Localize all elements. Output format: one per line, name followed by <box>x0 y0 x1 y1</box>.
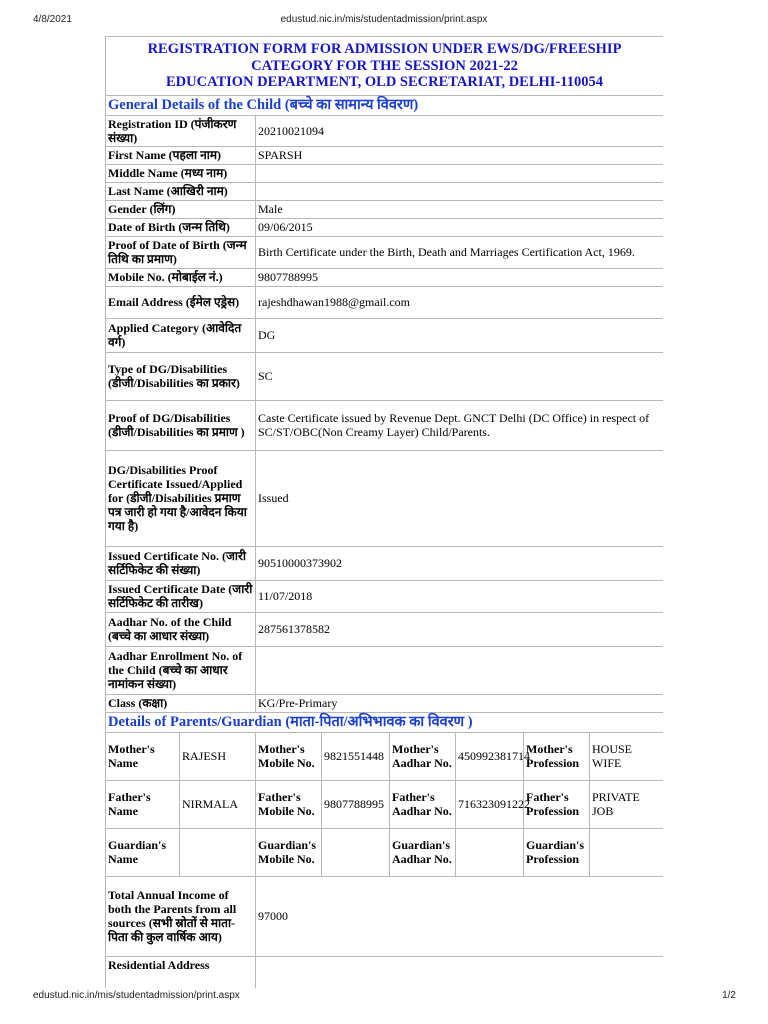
field-value: Birth Certificate under the Birth, Death and Marriages Certification Act, 1969. <box>256 236 664 268</box>
general-row <box>106 646 664 694</box>
field-label: Gender (लिंग) <box>106 200 256 218</box>
parent-mobile <box>322 828 390 876</box>
field-value: 20210021094 <box>256 115 664 146</box>
field-label: DG/Disabilities Proof Certificate Issued/Applied for (डीजी/Disabilities प्रमाण पत्र जारी हो गया है/आवेदन किया गया है) <box>106 450 256 546</box>
field-label: Issued Certificate No. (जारी सर्टिफिकेट की संख्या) <box>106 546 256 580</box>
field-value: 11/07/2018 <box>256 580 664 612</box>
field-label: Registration ID (पंजीकरण संख्या) <box>106 115 256 146</box>
title-line-2: CATEGORY FOR THE SESSION 2021-22 <box>251 57 518 74</box>
field-label: Aadhar Enrollment No. of the Child (बच्चे का आधार नामांकन संख्या) <box>106 646 256 694</box>
print-date: 4/8/2021 <box>33 14 72 25</box>
field-value: SPARSH <box>256 146 664 164</box>
general-row <box>106 352 664 400</box>
general-row <box>106 182 664 200</box>
general-row <box>106 694 664 712</box>
parent-mobile-label: Guardian's Mobile No. <box>256 828 322 876</box>
parents-section-heading: Details of Parents/Guardian (माता-पिता/अभिभावक का विवरण ) <box>106 712 664 732</box>
field-label: Aadhar No. of the Child (बच्चे का आधार संख्या) <box>106 612 256 646</box>
parent-aadhar: 450992381714 <box>456 732 524 780</box>
parent-aadhar-label: Father's Aadhar No. <box>390 780 456 828</box>
parent-name: NIRMALA <box>180 780 256 828</box>
general-section-heading: General Details of the Child (बच्चे का सामान्य विवरण) <box>106 95 664 115</box>
parent-aadhar <box>456 828 524 876</box>
field-value: KG/Pre-Primary <box>256 694 664 712</box>
income-row <box>106 876 664 956</box>
general-row <box>106 546 664 580</box>
field-label: Type of DG/Disabilities (डीजी/Disabilities का प्रकार) <box>106 352 256 400</box>
general-row <box>106 268 664 286</box>
footer-url: edustud.nic.in/mis/studentadmission/print.aspx <box>33 990 240 1001</box>
title-line-3: EDUCATION DEPARTMENT, OLD SECRETARIAT, DELHI-110054 <box>166 74 603 90</box>
form-title <box>106 37 664 96</box>
field-value <box>256 182 664 200</box>
general-row <box>106 318 664 352</box>
address-value <box>256 956 664 988</box>
parent-aadhar-label: Guardian's Aadhar No. <box>390 828 456 876</box>
parent-profession-label: Guardian's Profession <box>524 828 590 876</box>
field-value <box>256 164 664 182</box>
parent-profession <box>590 828 664 876</box>
field-label: Proof of DG/Disabilities (डीजी/Disabilities का प्रमाण ) <box>106 400 256 450</box>
print-url: edustud.nic.in/mis/studentadmission/print.aspx <box>280 14 488 25</box>
parent-aadhar: 716323091222 <box>456 780 524 828</box>
field-label: Class (कक्षा) <box>106 694 256 712</box>
general-row <box>106 164 664 182</box>
field-label: Mobile No. (मोबाईल नं.) <box>106 268 256 286</box>
parent-mobile-label: Father's Mobile No. <box>256 780 322 828</box>
page-number: 1/2 <box>722 990 736 1001</box>
address-row <box>106 956 664 988</box>
field-label: Proof of Date of Birth (जन्म तिथि का प्रमाण) <box>106 236 256 268</box>
field-value: SC <box>256 352 664 400</box>
field-value: rajeshdhawan1988@gmail.com <box>256 286 664 318</box>
general-row <box>106 286 664 318</box>
field-value: Male <box>256 200 664 218</box>
field-value: 9807788995 <box>256 268 664 286</box>
address-label: Residential Address <box>106 956 256 988</box>
general-row <box>106 218 664 236</box>
parent-mobile-label: Mother's Mobile No. <box>256 732 322 780</box>
field-value: Caste Certificate issued by Revenue Dept. GNCT Delhi (DC Office) in respect of SC/ST/OBC(Non Creamy Layer) Child/Parents. <box>256 400 664 450</box>
income-value: 97000 <box>256 876 664 956</box>
parent-row <box>106 732 664 780</box>
income-label: Total Annual Income of both the Parents from all sources (सभी स्रोतों से माता-पिता की कुल वार्षिक आय) <box>106 876 256 956</box>
parent-profession: PRIVATE JOB <box>590 780 664 828</box>
parent-name-label: Father's Name <box>106 780 180 828</box>
general-row <box>106 400 664 450</box>
general-row <box>106 236 664 268</box>
field-value: DG <box>256 318 664 352</box>
parent-row <box>106 828 664 876</box>
general-row <box>106 115 664 146</box>
parent-mobile: 9821551448 <box>322 732 390 780</box>
general-row <box>106 450 664 546</box>
field-value: 09/06/2015 <box>256 218 664 236</box>
field-label: Issued Certificate Date (जारी सर्टिफिकेट की तारीख) <box>106 580 256 612</box>
general-row <box>106 200 664 218</box>
registration-form <box>105 36 663 988</box>
general-row <box>106 612 664 646</box>
parent-name-label: Mother's Name <box>106 732 180 780</box>
title-line-1: REGISTRATION FORM FOR ADMISSION UNDER EWS/DG/FREESHIP <box>147 41 622 57</box>
parent-name-label: Guardian's Name <box>106 828 180 876</box>
general-row <box>106 146 664 164</box>
parent-profession-label: Mother's Profession <box>524 732 590 780</box>
field-label: Last Name (आखिरी नाम) <box>106 182 256 200</box>
general-row <box>106 580 664 612</box>
field-label: Middle Name (मध्य नाम) <box>106 164 256 182</box>
field-value: 90510000373902 <box>256 546 664 580</box>
parent-row <box>106 780 664 828</box>
parent-profession: HOUSE WIFE <box>590 732 664 780</box>
parent-profession-label: Father's Profession <box>524 780 590 828</box>
form-table <box>105 36 663 988</box>
parent-name <box>180 828 256 876</box>
field-value <box>256 646 664 694</box>
parent-mobile: 9807788995 <box>322 780 390 828</box>
parent-aadhar-label: Mother's Aadhar No. <box>390 732 456 780</box>
print-footer <box>0 990 768 1010</box>
field-value: 287561378582 <box>256 612 664 646</box>
field-value: Issued <box>256 450 664 546</box>
parent-name: RAJESH <box>180 732 256 780</box>
field-label: Applied Category (आवेदित वर्ग) <box>106 318 256 352</box>
field-label: Email Address (ईमेल एड्रेस) <box>106 286 256 318</box>
field-label: First Name (पहला नाम) <box>106 146 256 164</box>
field-label: Date of Birth (जन्म तिथि) <box>106 218 256 236</box>
print-header <box>0 14 768 34</box>
